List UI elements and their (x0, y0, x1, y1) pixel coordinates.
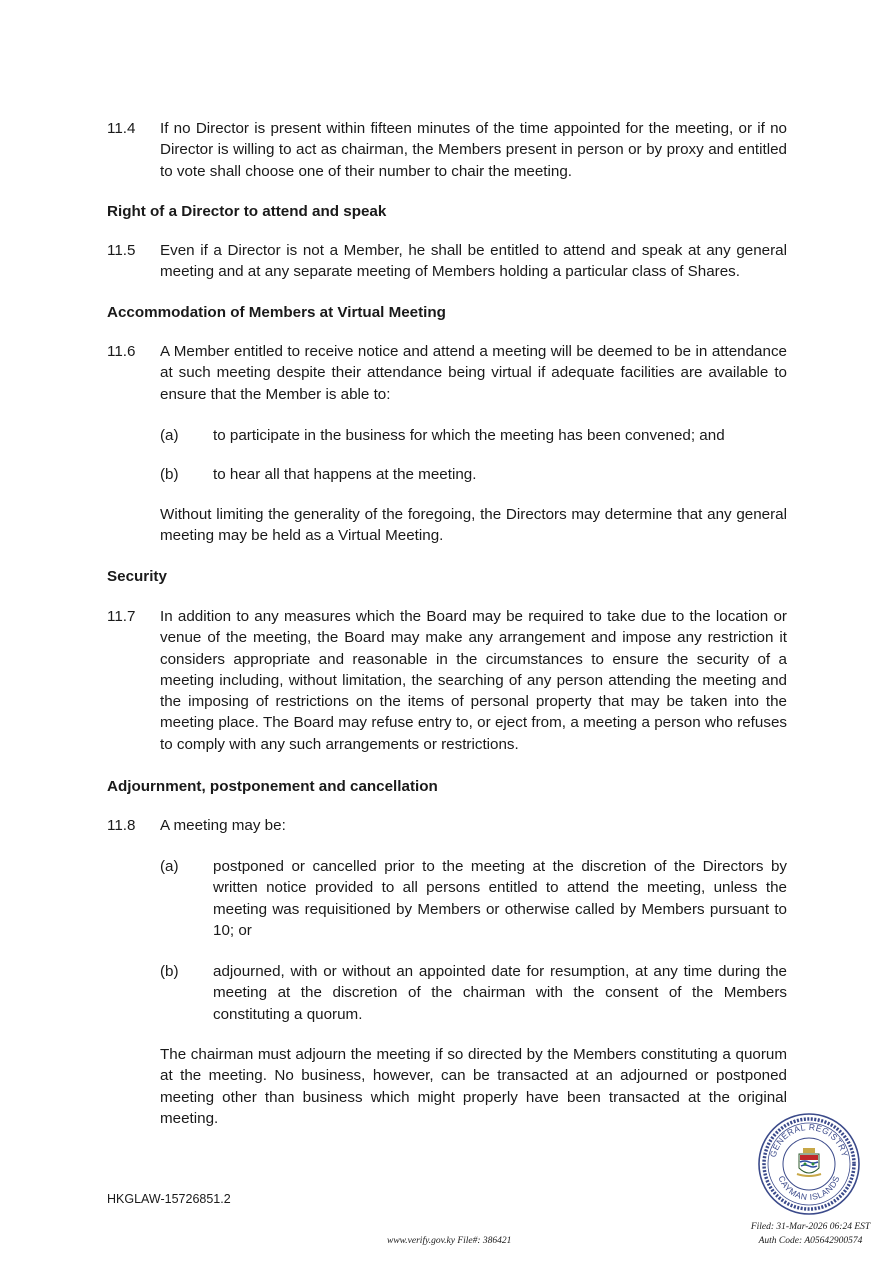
registry-seal-icon (757, 1112, 861, 1216)
document-reference: HKGLAW-15726851.2 (107, 1192, 231, 1206)
sub-item-11-6-a (160, 425, 787, 446)
sub-item-text: postponed or cancelled prior to the meeting at the discretion of the Directors by written notice provided to all persons entitled to attend the meeting, unless the meeting was requisitioned by Members or otherwise called by Members pursuant to 10; or (213, 858, 787, 939)
heading-right-of-director: Right of a Director to attend and speak (107, 203, 387, 220)
clause-text: In addition to any measures which the Board may be required to take due to the location or venue of the meeting, the Board may make any arrangement and impose any restriction it considers appropriate and reasonable in the circumstances to ensure the security of a meeting including, without limitation, the searching of any person attending the meeting and the imposing of restrictions on the items of personal property that may be taken into the meeting place. The Board may refuse entry to, or eject from, a meeting a person who refuses to comply with any such arrangements or restrictions. (160, 608, 787, 753)
sub-item-label: (a) (160, 427, 179, 444)
clause-11-6-closing: Without limiting the generality of the foregoing, the Directors may determine that any general meeting may be held as a Virtual Meeting. (160, 506, 787, 545)
clause-number: 11.4 (107, 120, 136, 137)
clause-text: Even if a Director is not a Member, he shall be entitled to attend and speak at any general meeting and at any separate meeting of Members holding a particular class of Shares. (160, 242, 787, 281)
sub-item-label: (a) (160, 858, 179, 875)
clause-text: A Member entitled to receive notice and attend a meeting will be deemed to be in attendance at such meeting despite their attendance being virtual if adequate facilities are available to ensure that the Member is able to: (160, 343, 787, 403)
clause-11-8-closing: The chairman must adjourn the meeting if so directed by the Members constituting a quorum at the meeting. No business, however, can be transacted at an adjourned or postponed meeting other than business which might properly have been transacted at the original meeting. (160, 1046, 787, 1127)
auth-code: Auth Code: A05642900574 (758, 1236, 863, 1246)
svg-text:CAYMAN ISLANDS: CAYMAN ISLANDS (776, 1174, 842, 1203)
clause-11-8 (107, 815, 787, 836)
sub-item-text: adjourned, with or without an appointed date for resumption, at any time during the meeting at the discretion of the chairman with the consent of the Members constituting a quorum. (213, 963, 787, 1023)
clause-11-6 (107, 341, 787, 405)
clause-11-4 (107, 118, 787, 182)
clause-11-5 (107, 240, 787, 283)
clause-number: 11.6 (107, 343, 136, 360)
clause-text: If no Director is present within fifteen minutes of the time appointed for the meeting, or if no Director is willing to act as chairman, the Members present in person or by proxy and entitled to vote shall choose one of their number to chair the meeting. (160, 120, 787, 180)
clause-number: 11.5 (107, 242, 136, 259)
sub-item-label: (b) (160, 963, 179, 980)
verify-url: www.verify.gov.ky File#: 386421 (387, 1236, 512, 1246)
sub-item-11-6-b (160, 464, 787, 485)
clause-number: 11.7 (107, 608, 136, 625)
sub-item-11-8-a (160, 856, 787, 941)
svg-text:GENERAL REGISTRY: GENERAL REGISTRY (767, 1121, 851, 1159)
clause-11-7 (107, 606, 787, 755)
clause-number: 11.8 (107, 817, 136, 834)
filed-timestamp: Filed: 31-Mar-2026 06:24 EST (750, 1222, 871, 1232)
sub-item-label: (b) (160, 466, 179, 483)
heading-virtual-meeting: Accommodation of Members at Virtual Meeting (107, 304, 446, 321)
clause-text: A meeting may be: (160, 817, 286, 834)
heading-security: Security (107, 568, 167, 585)
heading-adjournment: Adjournment, postponement and cancellation (107, 778, 438, 795)
sub-item-11-8-b (160, 961, 787, 1025)
sub-item-text: to participate in the business for which the meeting has been convened; and (213, 427, 725, 444)
sub-item-text: to hear all that happens at the meeting. (213, 466, 477, 483)
